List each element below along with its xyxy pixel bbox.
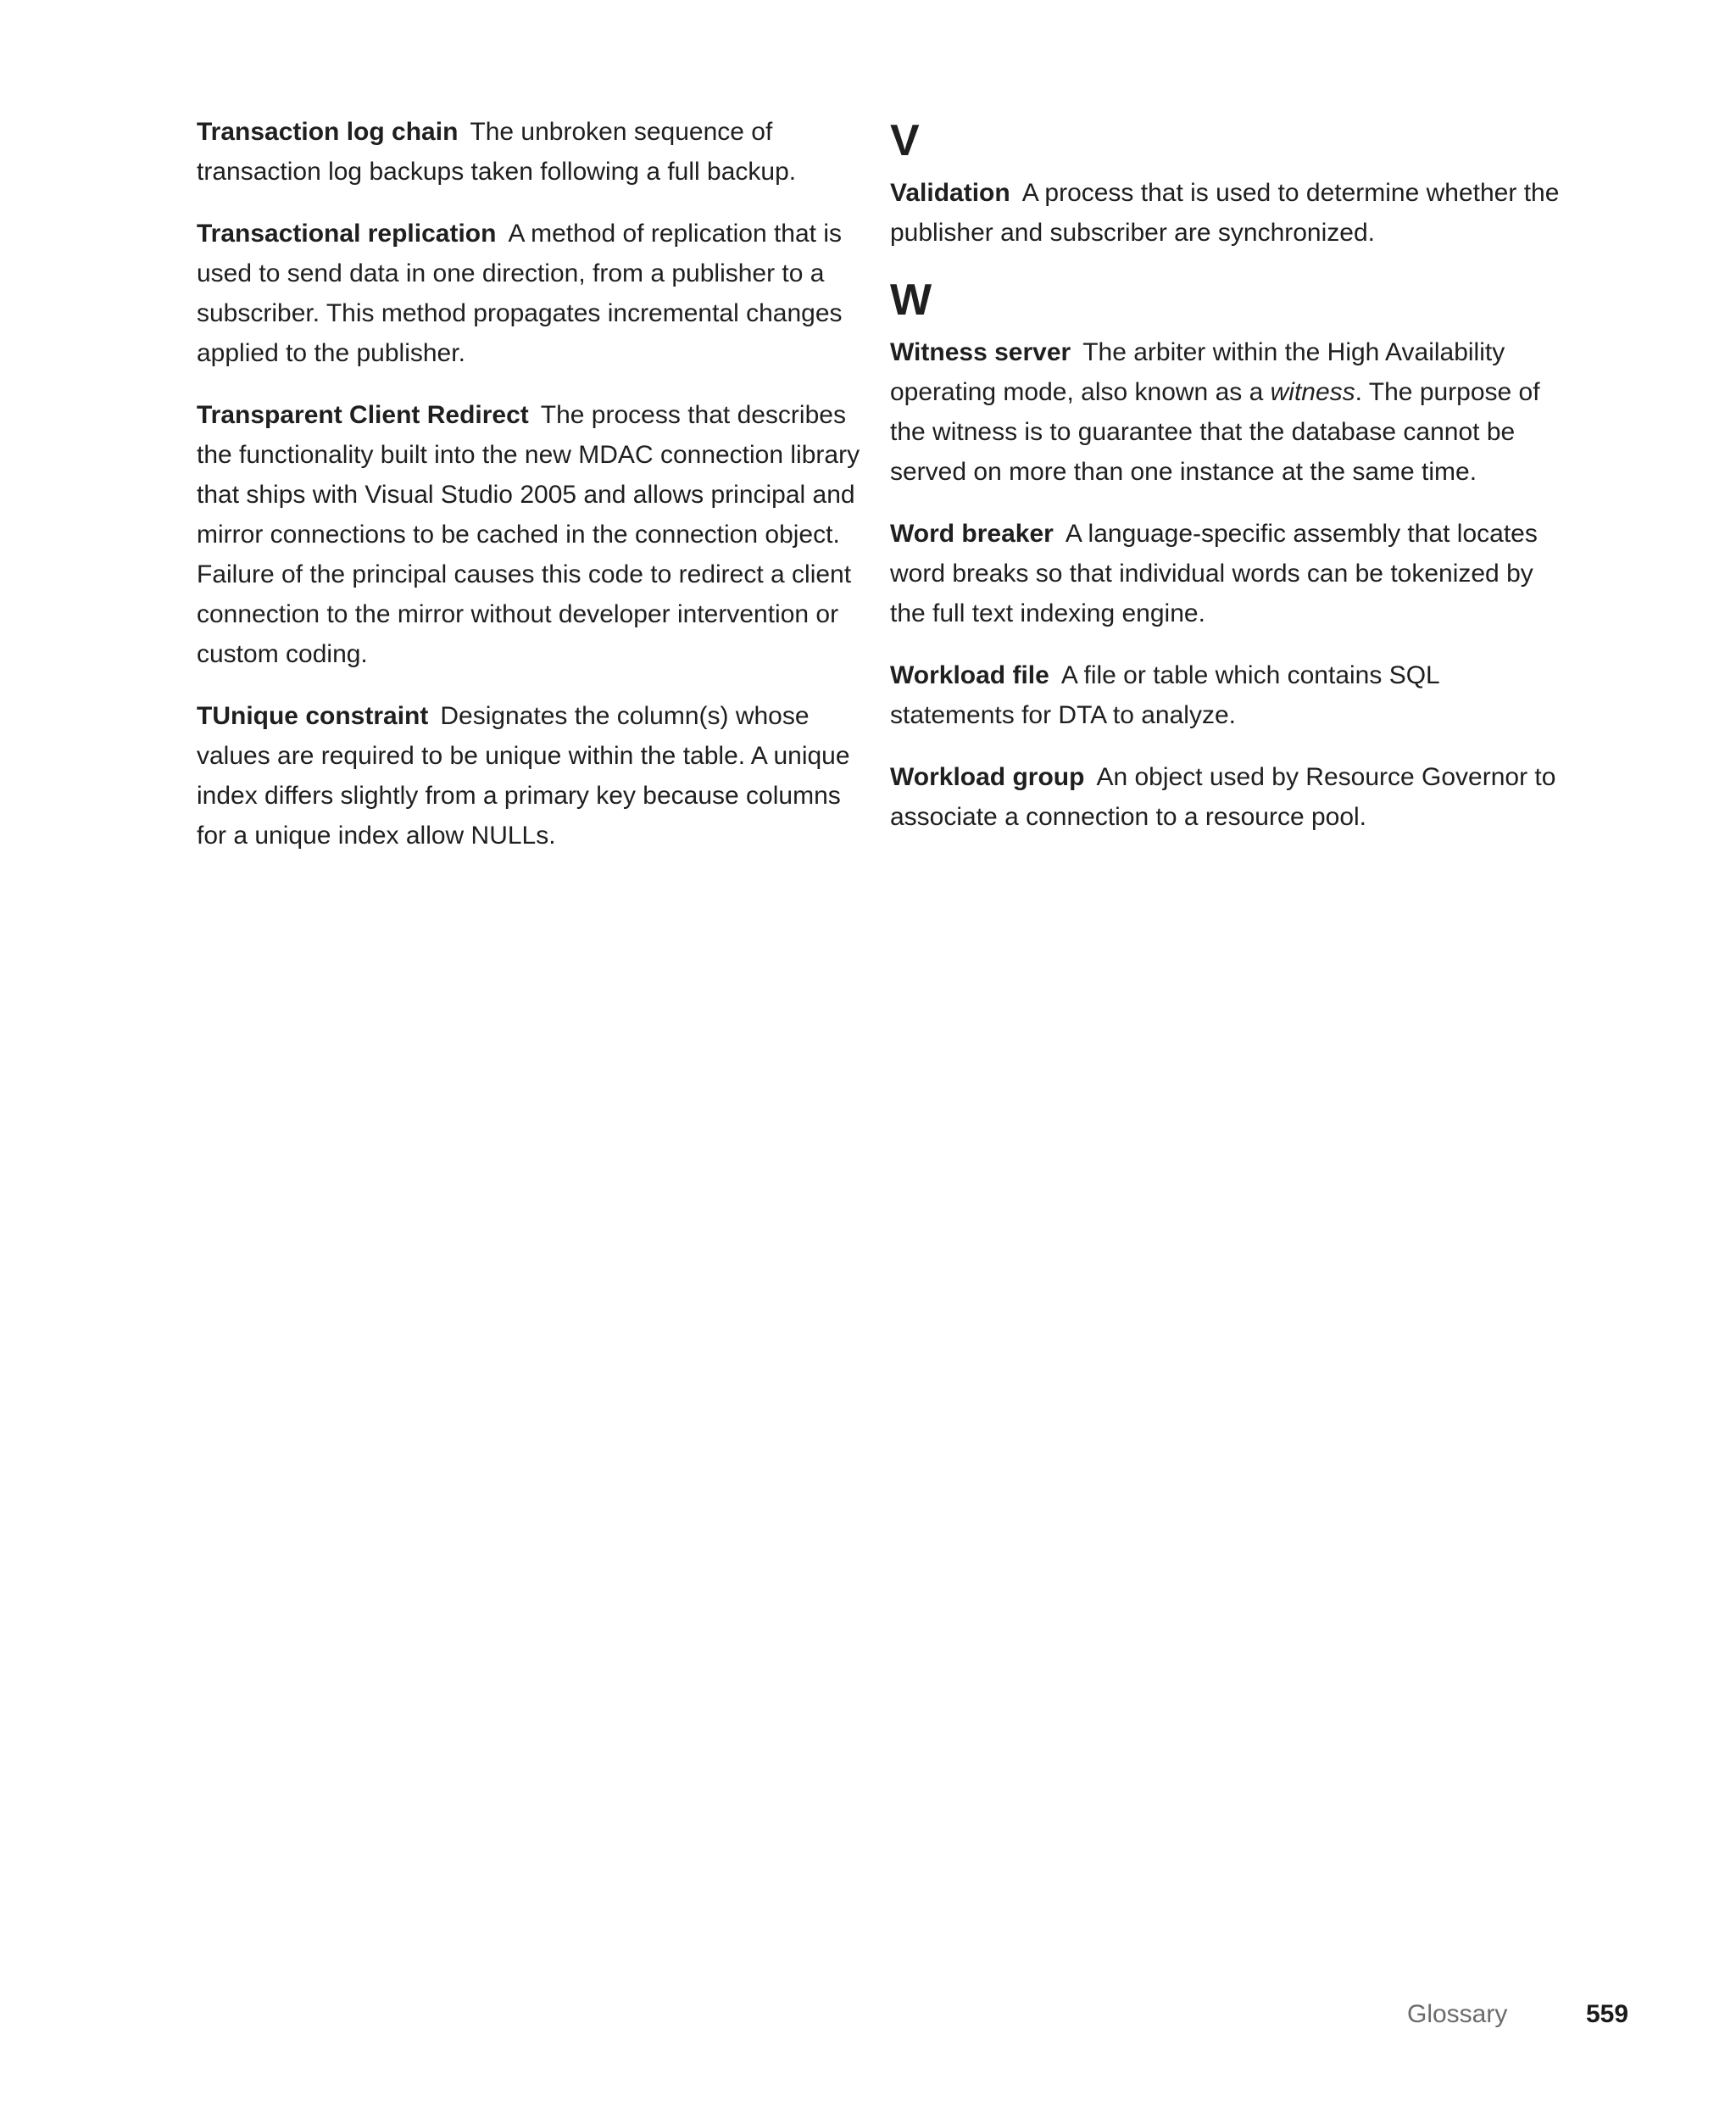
- left-column: [197, 112, 866, 878]
- section-letter-w: W: [890, 276, 932, 325]
- glossary-definition: An object used by Resource Governor to associate a connection to a resource pool.: [890, 763, 1556, 831]
- glossary-entry: [890, 514, 1560, 633]
- glossary-term: Transaction log chain: [197, 118, 459, 146]
- glossary-definition: The unbroken sequence of transaction log backups taken following a full backup.: [197, 118, 797, 186]
- glossary-term: Validation: [890, 179, 1010, 207]
- glossary-definition: A process that is used to determine whether the publisher and subscriber are synchronized.: [890, 179, 1560, 247]
- definition-italic-term: witness: [1270, 378, 1355, 406]
- glossary-entry: [197, 214, 866, 373]
- glossary-term: Workload file: [890, 661, 1049, 689]
- definition-text: . The purpose of the witness is to guarantee that the database cannot be served on more than one instance at the same time.: [890, 378, 1540, 486]
- right-column: [890, 112, 1560, 859]
- glossary-term: Witness server: [890, 338, 1071, 366]
- glossary-entry: [890, 655, 1560, 735]
- footer-section-name: Glossary: [1407, 2000, 1508, 2028]
- glossary-term: Word breaker: [890, 520, 1054, 548]
- glossary-entry: [890, 757, 1560, 837]
- glossary-definition: A method of replication that is used to send data in one direction, from a publisher to a subscriber. This method propagates incremental changes applied to the publisher.: [197, 220, 843, 367]
- glossary-entry: [197, 696, 866, 856]
- glossary-definition: A file or table which contains SQL statements for DTA to analyze.: [890, 661, 1439, 729]
- glossary-definition: A language-specific assembly that locates word breaks so that individual words can be tokenized by the full text indexing engine.: [890, 520, 1538, 627]
- glossary-entry: [890, 173, 1560, 253]
- definition-text: The arbiter within the High Availability operating mode, also known as a: [890, 338, 1505, 406]
- glossary-entry: [197, 395, 866, 674]
- glossary-term: TUnique constraint: [197, 702, 429, 730]
- glossary-term: Transparent Client Redirect: [197, 401, 529, 429]
- glossary-term: Workload group: [890, 763, 1085, 791]
- glossary-entry: [890, 332, 1560, 492]
- page-number: 559: [1586, 2000, 1629, 2028]
- glossary-definition: The process that describes the functionality built into the new MDAC connection library that ships with Visual Studio 2005 and allows principal and mirror connections to be cached in the connection object. Failure of the principal causes this code to redirect a client connection to the mirror without developer intervention or custom coding.: [197, 401, 860, 668]
- glossary-definition: Designates the column(s) whose values are required to be unique within the table. A unique index differs slightly from a primary key because columns for a unique index allow NULLs.: [197, 702, 850, 850]
- glossary-entry: [197, 112, 866, 192]
- section-letter-v: V: [890, 116, 920, 165]
- glossary-term: Transactional replication: [197, 220, 497, 248]
